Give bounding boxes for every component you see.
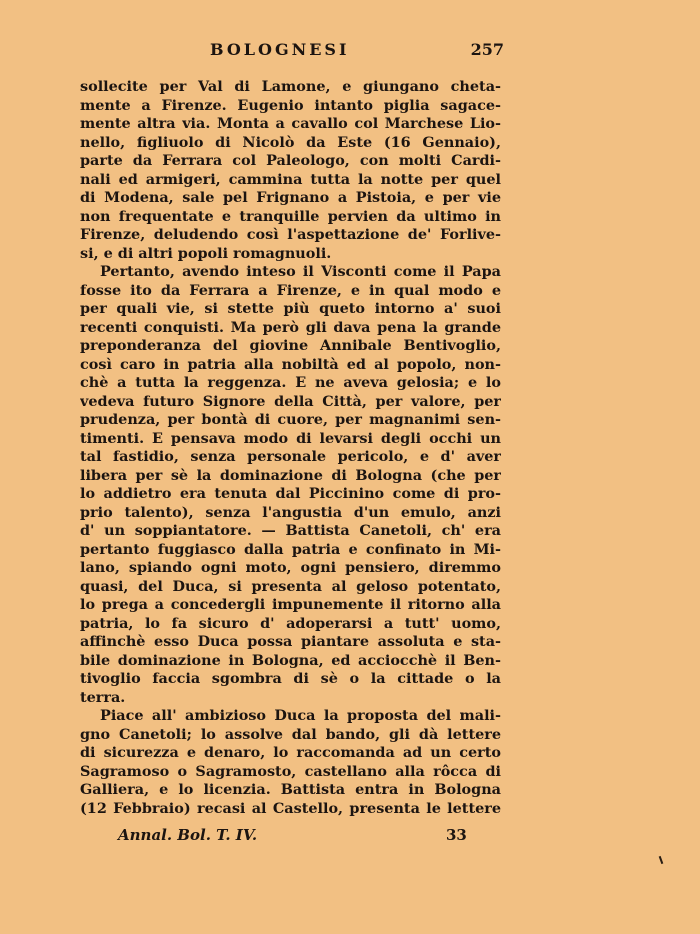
text-line: chè a tutta la reggenza. E ne aveva gelosia; e lo — [80, 374, 501, 391]
signature-mark: Annal. Bol. T. IV. — [118, 826, 258, 844]
text-line: patria, lo fa sicuro d' adoperarsi a tutt' uomo, — [80, 614, 501, 632]
text-line: Firenze, deludendo così l'aspettazione de' Forlive- — [80, 226, 501, 243]
text-line: mente altra via. Monta a cavallo col Marchese Lio- — [80, 115, 501, 132]
text-line: si, e di altri popoli romagnuoli. — [80, 244, 332, 262]
text-line: bile dominazione in Bologna, ed acciocchè il Ben- — [80, 651, 501, 669]
text-line: lo addietro era tenuta dal Piccinino come di pro- — [80, 485, 501, 502]
text-line: tal fastidio, senza personale pericolo, e d' aver — [80, 448, 501, 465]
text-line: recenti conquisti. Ma però gli dava pena la grande — [80, 318, 501, 336]
text-line: Pertanto, avendo inteso il Visconti come il Papa — [100, 263, 501, 280]
text-line: quasi, del Duca, si presenta al geloso potentato, — [80, 577, 501, 595]
ink-speck — [659, 856, 664, 864]
text-line: vedeva futuro Signore della Città, per valore, per — [80, 392, 501, 410]
running-title: BOLOGNESI — [210, 40, 350, 59]
text-line: Galliera, e lo licenzia. Battista entra in Bologna — [80, 781, 501, 798]
text-line: fosse ito da Ferrara a Firenze, e in qual modo e — [80, 281, 501, 299]
text-line: gno Canetoli; lo assolve dal bando, gli dà lettere — [80, 725, 501, 743]
text-line: nali ed armigeri, cammina tutta la notte per quel — [80, 170, 501, 188]
text-line: pertanto fuggiasco dalla patria e confinato in Mi- — [80, 540, 501, 558]
text-line: di sicurezza e denaro, lo raccomanda ad un certo — [80, 744, 501, 761]
text-line: non frequentate e tranquille pervien da ultimo in — [80, 207, 501, 225]
text-line: nello, figliuolo di Nicolò da Este (16 Gennaio), — [80, 133, 501, 151]
text-line: lano, spiando ogni moto, ogni pensiero, diremmo — [80, 559, 501, 576]
text-line: timenti. E pensava modo di levarsi degli occhi un — [80, 429, 501, 447]
text-line: affinchè esso Duca possa piantare assoluta e sta- — [80, 633, 501, 650]
text-line: mente a Firenze. Eugenio intanto piglia sagace- — [80, 96, 501, 114]
text-line: terra. — [80, 688, 126, 706]
text-line: Piace all' ambizioso Duca la proposta del mali- — [100, 707, 501, 724]
text-line: prio talento), senza l'angustia d'un emulo, anzi — [80, 503, 501, 521]
text-line: tivoglio faccia sgombra di sè o la cittade o la — [80, 670, 501, 687]
page-number: 257 — [470, 40, 504, 59]
page-footer — [80, 826, 501, 850]
text-line: per quali vie, si stette più queto intorno a' suoi — [80, 300, 501, 317]
text-line: Sagramoso o Sagramosto, castellano alla rôcca di — [80, 762, 501, 780]
body-text — [80, 78, 501, 818]
text-line: prudenza, per bontà di cuore, per magnanimi sen- — [80, 411, 501, 428]
text-line: di Modena, sale pel Frignano a Pistoia, e per vie — [80, 189, 501, 206]
text-line: preponderanza del giovine Annibale Bentivoglio, — [80, 337, 501, 354]
running-head — [80, 40, 504, 64]
text-line: lo prega a concedergli impunemente il ritorno alla — [80, 596, 501, 613]
text-line: sollecite per Val di Lamone, e giungano cheta- — [80, 78, 501, 95]
text-line: parte da Ferrara col Paleologo, con molti Cardi- — [80, 152, 501, 169]
text-line: così caro in patria alla nobiltà ed al popolo, non- — [80, 355, 501, 373]
text-line: libera per sè la dominazione di Bologna (che per — [80, 466, 501, 484]
gathering-number: 33 — [446, 826, 467, 844]
text-line: (12 Febbraio) recasi al Castello, presenta le lettere — [80, 799, 501, 817]
text-line: d' un soppiantatore. — Battista Canetoli, ch' era — [80, 522, 501, 539]
